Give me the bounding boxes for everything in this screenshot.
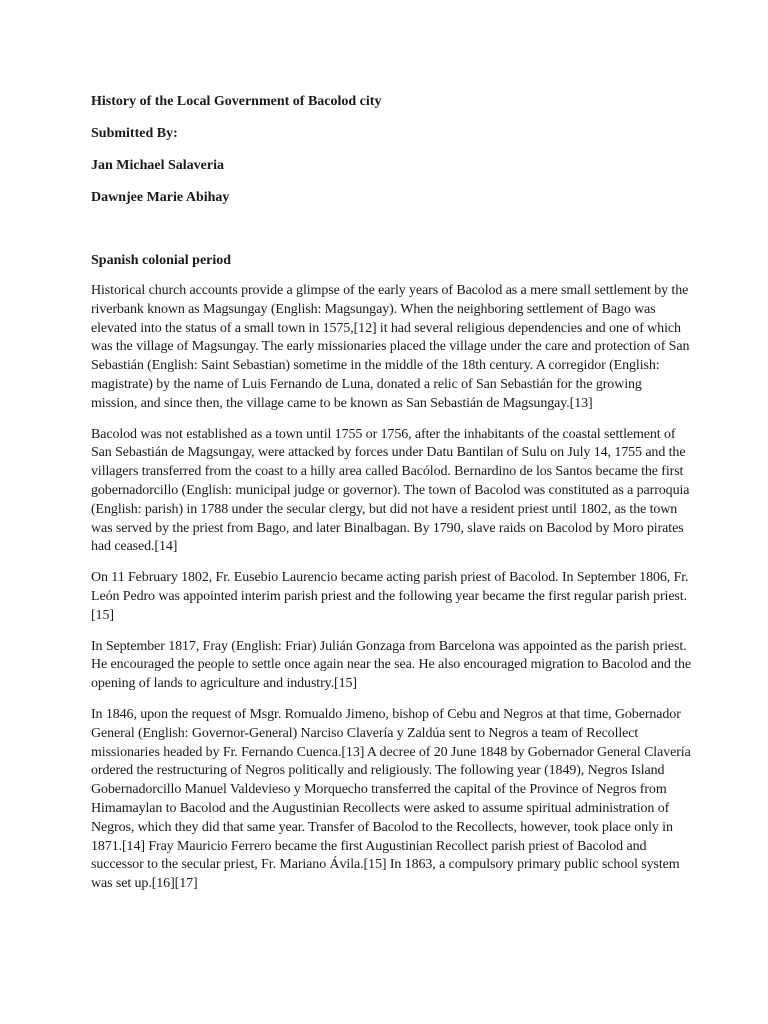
paragraph: In 1846, upon the request of Msgr. Romualdo Jimeno, bishop of Cebu and Negros at that time, Gobernador General (English: Governor-General) Narciso Clavería y Zaldúa sent to Negros a team of Recollect missionaries headed by Fr. Fernando Cuenca.[13] A decree of 20 June 1848 by Gobernador General Clavería ordered the restructuring of Negros politically and religiously. The following year (1849), Negros Island Gobernadorcillo Manuel Valdevieso y Morquecho transferred the capital of the Province of Negros from Himamaylan to Bacolod and the Augustinian Recollects were asked to assume spiritual administration of Negros, which they did that same year. Transfer of Bacolod to the Recollects, however, took place only in 1871.[14] Fray Mauricio Ferrero became the first Augustinian Recollect parish priest of Bacolod and successor to the secular priest, Fr. Mariano Ávila.[15] In 1863, a compulsory primary public school system was set up.[16][17] xyxy=(91,706,691,892)
paragraph: On 11 February 1802, Fr. Eusebio Laurencio became acting parish priest of Bacolod. In September 1806, Fr. León Pedro was appointed interim parish priest and the following year became the first regular parish priest.[15] xyxy=(91,570,689,623)
document-body xyxy=(91,93,691,906)
submitted-by-label: Submitted By: xyxy=(91,126,178,141)
author-name: Jan Michael Salaveria xyxy=(91,158,224,173)
paragraph: In September 1817, Fray (English: Friar) Julián Gonzaga from Barcelona was appointed as the parish priest. He encouraged the people to settle once again near the sea. He also encouraged migration to Bacolod and the opening of lands to agriculture and industry.[15] xyxy=(91,638,692,692)
author-name: Dawnjee Marie Abihay xyxy=(91,190,230,205)
section-heading: Spanish colonial period xyxy=(91,253,232,268)
document-title: History of the Local Government of Bacolod city xyxy=(91,94,382,109)
paragraph: Historical church accounts provide a glimpse of the early years of Bacolod as a mere small settlement by the riverbank known as Magsungay (English: Magsungay). When the neighboring settlement of Bago was elevated into the status of a small town in 1575,[12] it had several religious dependencies and one of which was the village of Magsungay. The early missionaries placed the village under the care and protection of San Sebastián (English: Saint Sebastian) sometime in the middle of the 18th century. A corregidor (English: magistrate) by the name of Luis Fernando de Luna, donated a relic of San Sebastián for the growing mission, and since then, the village came to be known as San Sebastián de Magsungay.[13] xyxy=(91,283,690,411)
paragraph: Bacolod was not established as a town until 1755 or 1756, after the inhabitants of the coastal settlement of San Sebastián de Magsungay, were attacked by forces under Datu Bantilan of Sulu on July 14, 1755 and the villagers transferred from the coast to a hilly area called Bacólod. Bernardino de los Santos became the first gobernadorcillo (English: municipal judge or governor). The town of Bacolod was constituted as a parroquia (English: parish) in 1788 under the secular clergy, but did not have a resident priest until 1802, as the town was served by the priest from Bago, and later Binalbagan. By 1790, slave raids on Bacolod by Moro pirates had ceased.[14] xyxy=(91,426,690,555)
